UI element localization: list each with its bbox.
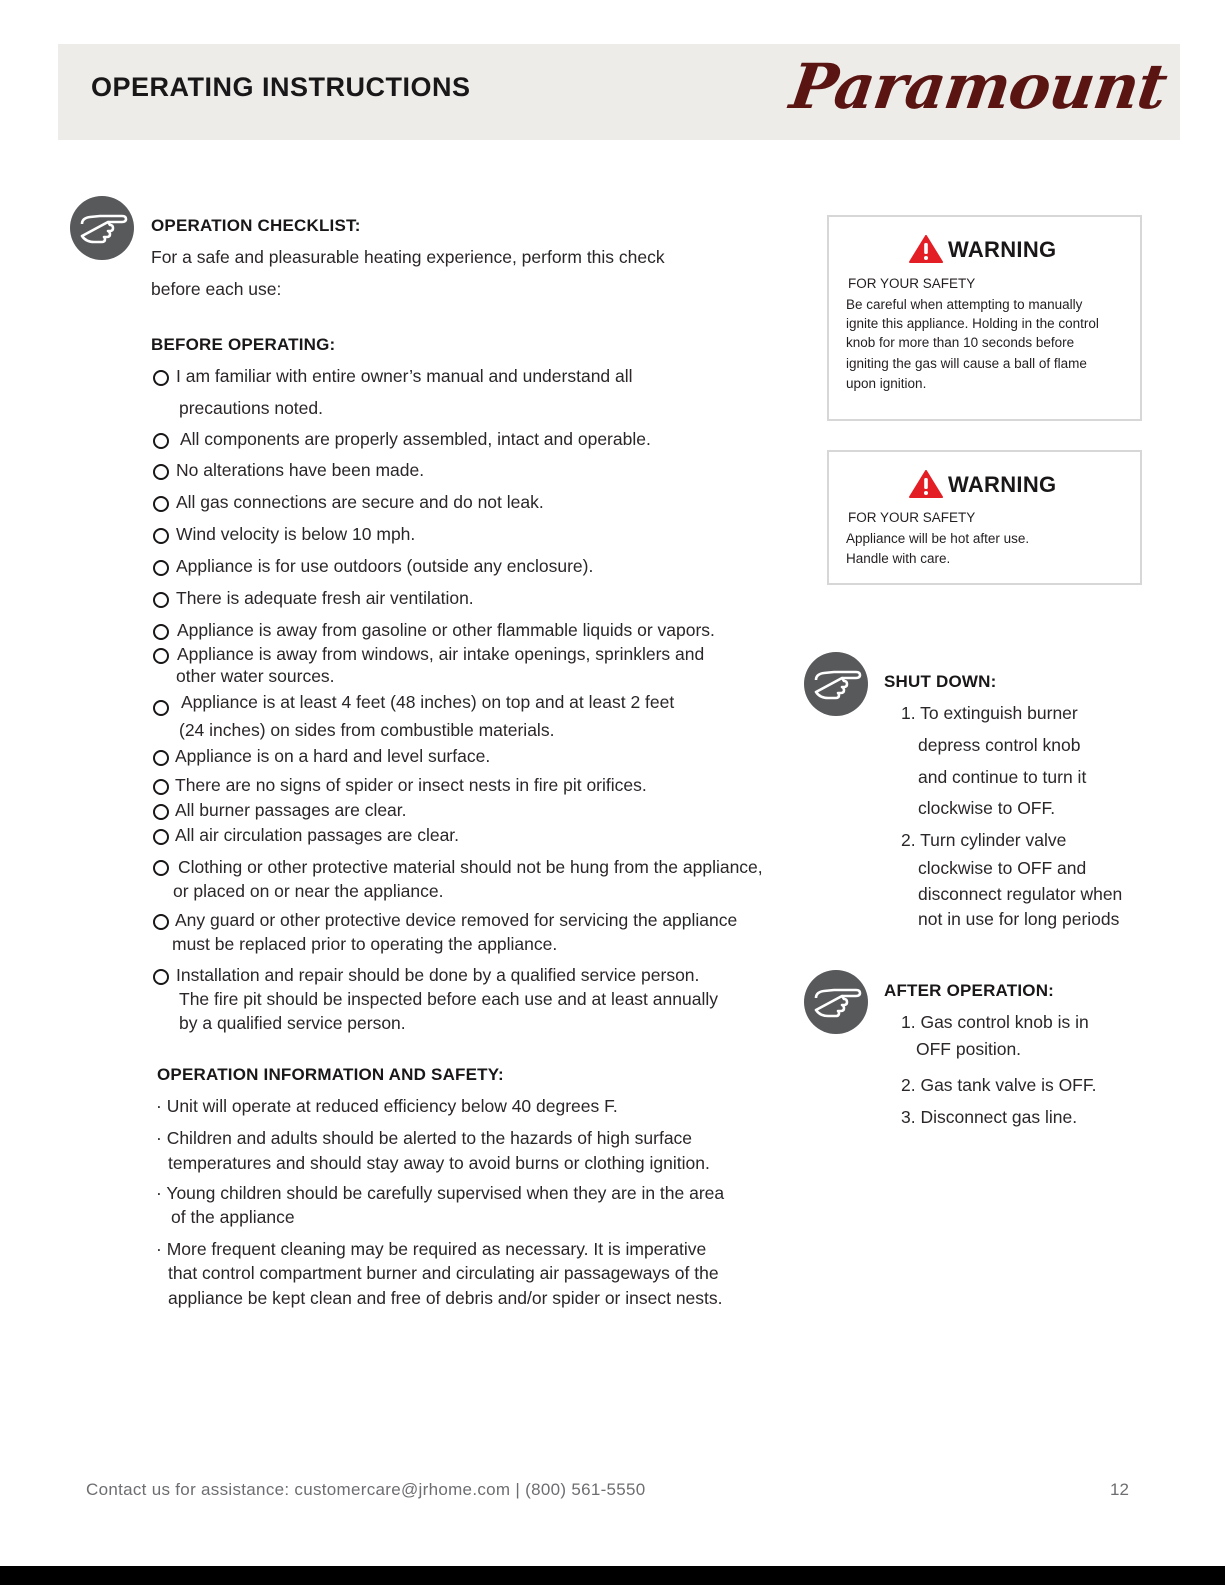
- checkbox-circle-icon: [153, 528, 169, 544]
- checkbox-circle-icon: [153, 370, 169, 386]
- checklist-item: by a qualified service person.: [179, 1013, 406, 1033]
- brand-logo: Paramount: [786, 50, 1172, 123]
- bottom-border: [0, 1566, 1225, 1585]
- checkbox-circle-icon: [153, 860, 169, 876]
- shut-down-step: and continue to turn it: [918, 767, 1087, 787]
- warning-text: knob for more than 10 seconds before: [846, 335, 1075, 350]
- warning-title: WARNING: [948, 472, 1057, 497]
- before-operating-heading: BEFORE OPERATING:: [151, 335, 336, 354]
- checkbox-circle-icon: [153, 750, 169, 766]
- checklist-item: Appliance is away from windows, air intake openings, sprinklers and: [177, 644, 705, 664]
- checklist-item: All burner passages are clear.: [175, 800, 407, 820]
- info-safety-heading: OPERATION INFORMATION AND SAFETY:: [157, 1065, 504, 1084]
- checklist-item: All air circulation passages are clear.: [175, 825, 460, 845]
- warning-text: igniting the gas will cause a ball of flame: [846, 356, 1087, 371]
- safety-item: of the appliance: [171, 1207, 295, 1227]
- page-title: OPERATING INSTRUCTIONS: [91, 72, 471, 102]
- checklist-item: All gas connections are secure and do not leak.: [176, 492, 544, 512]
- shut-down-step: disconnect regulator when: [918, 884, 1123, 904]
- checklist-item: There is adequate fresh air ventilation.: [176, 588, 474, 608]
- checklist-item: precautions noted.: [179, 398, 323, 418]
- checkbox-circle-icon: [153, 914, 169, 930]
- safety-item: appliance be kept clean and free of debris and/or spider or insect nests.: [168, 1288, 723, 1308]
- checkbox-circle-icon: [153, 433, 169, 449]
- after-operation-heading: AFTER OPERATION:: [884, 981, 1055, 1000]
- safety-item: · Children and adults should be alerted to the hazards of high surface: [156, 1128, 693, 1148]
- checklist-item: Appliance is for use outdoors (outside any enclosure).: [176, 556, 594, 576]
- safety-item: that control compartment burner and circulating air passageways of the: [168, 1263, 719, 1283]
- checklist-item: There are no signs of spider or insect nests in fire pit orifices.: [175, 775, 647, 795]
- warning-box: [827, 215, 1142, 421]
- page-number: 12: [1110, 1480, 1129, 1499]
- footer-contact: Contact us for assistance: customercare@jrhome.com | (800) 561-5550: [86, 1480, 646, 1499]
- checkbox-circle-icon: [153, 804, 169, 820]
- shut-down-step: not in use for long periods: [918, 909, 1120, 929]
- shut-down-step: depress control knob: [918, 735, 1081, 755]
- checklist-item: All components are properly assembled, intact and operable.: [180, 429, 651, 449]
- checkbox-circle-icon: [153, 496, 169, 512]
- warning-triangle-icon: [909, 470, 943, 498]
- shut-down-heading: SHUT DOWN:: [884, 672, 997, 691]
- checklist-item: I am familiar with entire owner’s manual and understand all: [176, 366, 633, 386]
- checklist-item: No alterations have been made.: [176, 460, 425, 480]
- shut-down-step: 1. To extinguish burner: [901, 703, 1078, 723]
- checkbox-circle-icon: [153, 700, 169, 716]
- after-operation-step: OFF position.: [916, 1039, 1022, 1059]
- warning-title: WARNING: [948, 237, 1057, 262]
- after-operation-step: 1. Gas control knob is in: [901, 1012, 1089, 1032]
- warning-text: Handle with care.: [846, 551, 951, 566]
- checklist-item: Any guard or other protective device removed for servicing the appliance: [175, 910, 738, 930]
- checklist-item: or placed on or near the appliance.: [173, 881, 444, 901]
- warning-triangle-icon: [909, 235, 943, 263]
- checklist-item: other water sources.: [176, 666, 335, 686]
- safety-item: temperatures and should stay away to avoid burns or clothing ignition.: [168, 1153, 710, 1173]
- pointing-hand-icon: [70, 196, 134, 260]
- checkbox-circle-icon: [153, 829, 169, 845]
- pointing-hand-icon: [804, 970, 868, 1034]
- after-operation-step: 3. Disconnect gas line.: [901, 1107, 1078, 1127]
- warning-text: Appliance will be hot after use.: [846, 531, 1030, 546]
- page-header: [58, 44, 1180, 140]
- checkbox-circle-icon: [153, 464, 169, 480]
- checkbox-circle-icon: [153, 969, 169, 985]
- checklist-heading: OPERATION CHECKLIST:: [151, 216, 361, 235]
- checklist-item: Installation and repair should be done by a qualified service person.: [176, 965, 700, 985]
- safety-item: · Young children should be carefully supervised when they are in the area: [156, 1183, 725, 1203]
- checkbox-circle-icon: [153, 648, 169, 664]
- warning-subtitle: FOR YOUR SAFETY: [848, 510, 976, 525]
- checklist-item: Clothing or other protective material should not be hung from the appliance,: [178, 857, 763, 877]
- checklist-item: The fire pit should be inspected before each use and at least annually: [179, 989, 718, 1009]
- warning-box: [827, 450, 1142, 585]
- after-operation-step: 2. Gas tank valve is OFF.: [901, 1075, 1097, 1095]
- checklist-item: Appliance is away from gasoline or other flammable liquids or vapors.: [177, 620, 715, 640]
- checkbox-circle-icon: [153, 779, 169, 795]
- safety-item: · Unit will operate at reduced efficiency below 40 degrees F.: [156, 1096, 618, 1116]
- safety-item: · More frequent cleaning may be required as necessary. It is imperative: [156, 1239, 707, 1259]
- checklist-item: Appliance is on a hard and level surface.: [175, 746, 491, 766]
- checkbox-circle-icon: [153, 560, 169, 576]
- warning-text: upon ignition.: [846, 376, 927, 391]
- pointing-hand-icon: [804, 652, 868, 716]
- checkbox-circle-icon: [153, 624, 169, 640]
- shut-down-step: clockwise to OFF and: [918, 858, 1087, 878]
- checklist-intro: before each use:: [151, 279, 282, 299]
- checklist-intro: For a safe and pleasurable heating experience, perform this check: [151, 247, 665, 267]
- shut-down-step: 2. Turn cylinder valve: [901, 830, 1067, 850]
- checklist-item: must be replaced prior to operating the appliance.: [172, 934, 558, 954]
- warning-text: ignite this appliance. Holding in the control: [846, 316, 1099, 331]
- warning-text: Be careful when attempting to manually: [846, 297, 1083, 312]
- warning-subtitle: FOR YOUR SAFETY: [848, 276, 976, 291]
- checklist-item: Wind velocity is below 10 mph.: [176, 524, 416, 544]
- checklist-item: Appliance is at least 4 feet (48 inches) on top and at least 2 feet: [181, 692, 675, 712]
- checkbox-circle-icon: [153, 592, 169, 608]
- shut-down-step: clockwise to OFF.: [918, 798, 1056, 818]
- checklist-item: (24 inches) on sides from combustible materials.: [179, 720, 555, 740]
